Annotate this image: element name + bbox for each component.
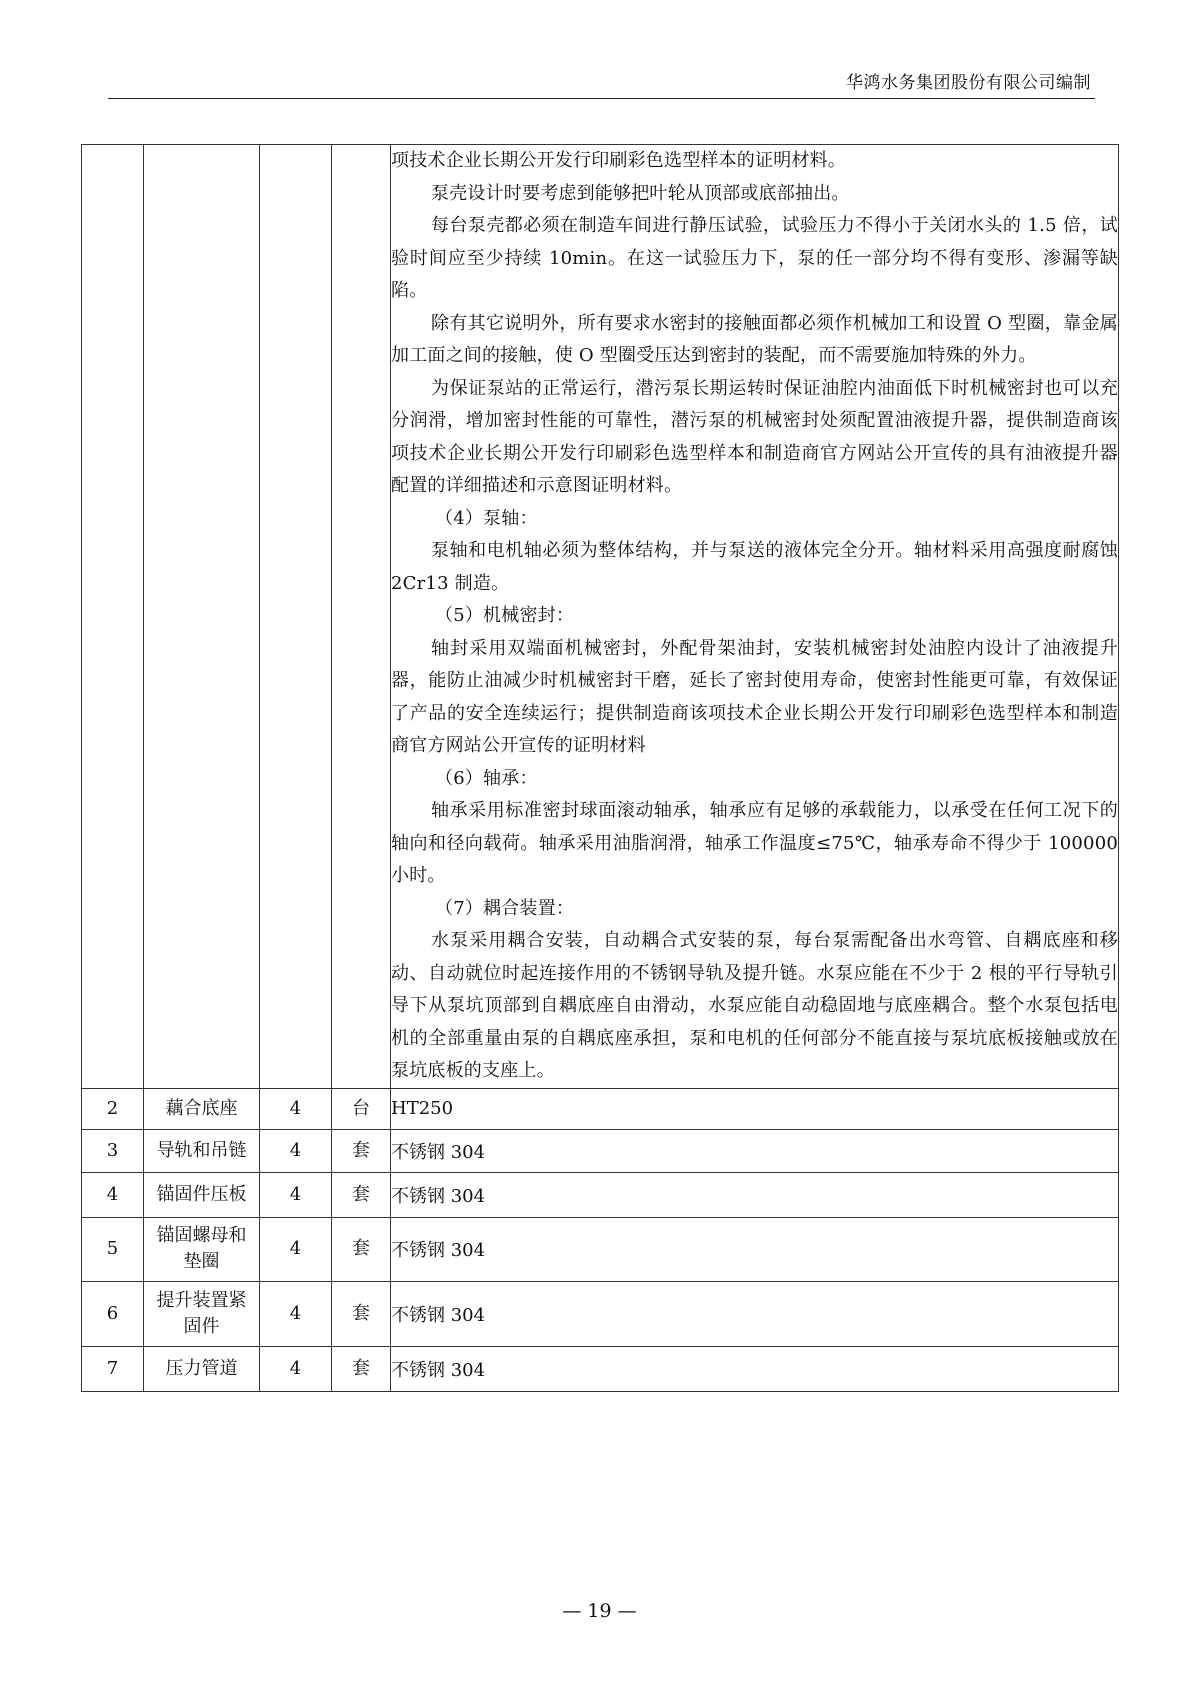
section-heading: （6）轴承： (435, 767, 538, 789)
cell-description: 不锈钢 304 (391, 1172, 1119, 1217)
cell-no: 5 (82, 1217, 144, 1281)
cell-unit: 台 (332, 1088, 391, 1129)
table-row (82, 1217, 1119, 1281)
cell-description: 不锈钢 304 (391, 1217, 1119, 1281)
description-paragraph: 泵轴和电机轴必须为整体结构，并与泵送的液体完全分开。轴材料采用高强度耐腐蚀 2Cr13 制造。 (391, 540, 1118, 594)
section-heading: （5）机械密封： (435, 605, 575, 626)
cell-name: 导轨和吊链 (144, 1129, 260, 1172)
cell-unit: 套 (332, 1172, 391, 1217)
table-row (82, 1281, 1119, 1346)
description-paragraph: 为保证泵站的正常运行，潜污泵长期运转时保证油腔内油面低下时机械密封也可以充分润滑，增加密封性能的可靠性，潜污泵的机械密封处须配置油液提升器，提供制造商该项技术企业长期公开发行印刷彩色选型样本和制造商官方网站公开宣传的具有油液提升器配置的详细描述和示意图证明材料。 (391, 377, 1118, 496)
cell-qty: 4 (260, 1129, 332, 1172)
cell-no-empty (82, 145, 144, 1089)
cell-no: 3 (82, 1129, 144, 1172)
table-row (82, 1172, 1119, 1217)
section-heading: （4）泵轴： (435, 507, 538, 529)
header-company-text: 华鸿水务集团股份有限公司编制 (846, 73, 1091, 93)
description-paragraph: 水泵采用耦合安装，自动耦合式安装的泵，每台泵需配备出水弯管、自耦底座和移动、自动就位时起连接作用的不锈钢导轨及提升链。水泵应能在不少于 2 根的平行导轨引导下从泵坑顶部到自耦底座自由滑动，水泵应能自动稳固地与底座耦合。整个水泵包括电机的全部重量由泵的自耦底座承担，泵和电机的任何部分不能直接与泵坑底板接触或放在泵坑底板的支座上。 (391, 930, 1118, 1081)
table-row (82, 1129, 1119, 1172)
cell-name: 锚固螺母和垫圈 (144, 1217, 260, 1281)
description-paragraphs (391, 145, 1118, 1088)
cell-unit-empty (332, 145, 391, 1089)
cell-description: HT250 (391, 1088, 1119, 1129)
cell-name: 提升装置紧固件 (144, 1281, 260, 1346)
cell-unit: 套 (332, 1129, 391, 1172)
description-paragraph: 除有其它说明外，所有要求水密封的接触面都必须作机械加工和设置 O 型圈，靠金属加工面之间的接触，使 O 型圈受压达到密封的装配，而不需要施加特殊的外力。 (391, 312, 1118, 366)
page-number: — 19 — (562, 1600, 637, 1622)
page-header (108, 66, 1095, 99)
table-row (82, 1346, 1119, 1391)
cell-description: 不锈钢 304 (391, 1129, 1119, 1172)
cell-qty: 4 (260, 1172, 332, 1217)
cell-qty: 4 (260, 1281, 332, 1346)
cell-name: 压力管道 (144, 1346, 260, 1391)
cell-unit: 套 (332, 1346, 391, 1391)
cell-no: 6 (82, 1281, 144, 1346)
cell-qty-empty (260, 145, 332, 1089)
description-paragraph: 轴封采用双端面机械密封，外配骨架油封，安装机械密封处油腔内设计了油液提升器，能防止油减少时机械密封干磨，延长了密封使用寿命，使密封性能更可靠，有效保证了产品的安全连续运行；提供制造商该项技术企业长期公开发行印刷彩色选型样本和制造商官方网站公开宣传的证明材料 (391, 637, 1118, 756)
description-paragraph: 轴承采用标准密封球面滚动轴承，轴承应有足够的承载能力，以承受在任何工况下的轴向和径向载荷。轴承采用油脂润滑，轴承工作温度≤75℃，轴承寿命不得少于 100000 小时。 (391, 800, 1118, 886)
description-paragraph: 每台泵壳都必须在制造车间进行静压试验，试验压力不得小于关闭水头的 1.5 倍，试验时间应至少持续 10min。在这一试验压力下，泵的任一部分均不得有变形、渗漏等缺陷。 (391, 215, 1118, 301)
cell-description-continued (391, 145, 1119, 1089)
description-paragraph: 泵壳设计时要考虑到能够把叶轮从顶部或底部抽出。 (431, 182, 850, 204)
section-heading: （7）耦合装置： (435, 897, 575, 919)
cell-qty: 4 (260, 1217, 332, 1281)
spec-table (81, 144, 1119, 1392)
cell-qty: 4 (260, 1088, 332, 1129)
cell-no: 7 (82, 1346, 144, 1391)
cell-description: 不锈钢 304 (391, 1281, 1119, 1346)
cell-unit: 套 (332, 1281, 391, 1346)
cell-name-empty (144, 145, 260, 1089)
cell-no: 4 (82, 1172, 144, 1217)
table-row (82, 1088, 1119, 1129)
cell-no: 2 (82, 1088, 144, 1129)
cell-unit: 套 (332, 1217, 391, 1281)
cell-name: 藕合底座 (144, 1088, 260, 1129)
cell-description: 不锈钢 304 (391, 1346, 1119, 1391)
description-paragraph: 项技术企业长期公开发行印刷彩色选型样本的证明材料。 (391, 150, 846, 171)
cell-qty: 4 (260, 1346, 332, 1391)
table-row-continued (82, 145, 1119, 1089)
cell-name: 锚固件压板 (144, 1172, 260, 1217)
